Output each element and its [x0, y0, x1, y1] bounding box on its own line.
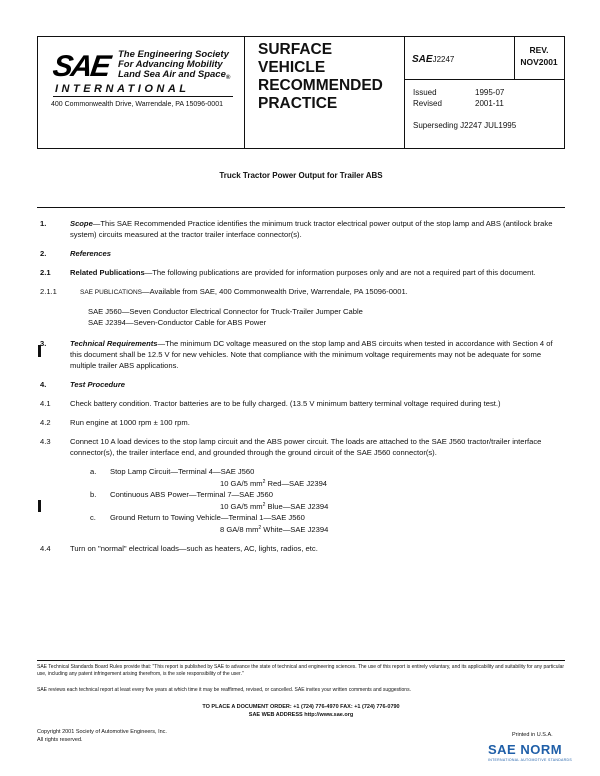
title-rule	[37, 207, 565, 208]
section-2: 2. References	[40, 249, 111, 258]
section-4: 4. Test Procedure	[40, 380, 126, 389]
section-3: 3. Technical Requirements—The minimum DC voltage measured on the stop lamp and ABS circuits when tested in accordance with Section 4 of this document shall be 12.5 V for new vehicles. Note that compliance with the minimum voltage requirements may not be adequate for some multiple trailer ABS applications.	[40, 339, 553, 370]
society-line: For Advancing Mobility	[118, 59, 223, 70]
international-label: INTERNATIONAL	[55, 83, 190, 95]
sae-logo: SAE	[50, 50, 112, 83]
section-4-4: 4.4 Turn on "normal" electrical loads—such as heaters, AC, lights, radios, etc.	[40, 544, 318, 553]
society-line: The Engineering Society	[118, 49, 229, 60]
document-title: Truck Tractor Power Output for Trailer ABS	[219, 171, 383, 180]
section-4-1: 4.1 Check battery condition. Tractor batteries are to be fully charged. (13.5 V minimum battery terminal voltage required during test.)	[40, 399, 501, 408]
reference-item: SAE J2394—Seven-Conductor Cable for ABS Power	[88, 318, 267, 327]
load-circuit-item: a. Stop Lamp Circuit—Terminal 4—SAE J560 10 GA/5 $mm^2$ Red—SAE J2394	[90, 467, 328, 488]
section-4-3: 4.3 Connect 10 A load devices to the stop lamp circuit and the ABS power circuit. The loads are attached to the SAE J560 tractor/trailer interface connector(s), the trailer interface end, and grounded through the ground circuit of the SAE J560 connector(s).	[40, 437, 542, 457]
section-2-1-1: 2.1.1 SAE PUBLICATIONS—Available from SAE, 400 Commonwealth Drive, Warrendale, PA 15096-0001.	[40, 287, 408, 296]
section-2-1: 2.1 Related Publications—The following publications are provided for information purposes only and are not a required part of this document.	[40, 268, 536, 277]
footer-rule	[37, 660, 565, 661]
standard-number: SAEJ2247	[412, 54, 455, 65]
standards-board-note: SAE Technical Standards Board Rules provide that: "This report is published by SAE to advance the state of technical and engineering sciences. The use of this report is entirely voluntary, and its applicability and suitability for any particular use, including any patent infringement arising therefrom, is the sole responsibility of the user."	[37, 664, 565, 677]
superseding-note: Superseding J2247 JUL1995	[413, 121, 517, 130]
issue-dates: Issued 1995-07 Revised 2001-11	[413, 88, 505, 108]
load-circuit-item: b. Continuous ABS Power—Terminal 7—SAE J560 10 GA/5 $mm^2$ Blue—SAE J2394	[90, 490, 329, 511]
load-circuit-list	[90, 466, 560, 535]
section-4-2: 4.2 Run engine at 1000 rpm ± 100 rpm.	[40, 418, 190, 427]
sae-norm-subtitle: INTERNATIONAL AUTOMOTIVE STANDARDS	[488, 758, 572, 762]
society-line: Land Sea Air and Space$_®$	[118, 69, 231, 81]
revision-box: REV. NOV2001	[520, 45, 558, 67]
society-tagline	[118, 50, 230, 83]
section-1: 1. Scope—This SAE Recommended Practice identifies the minimum truck tractor electrical power output of the stop lamp and ABS (antilock brake system) circuits measured at the tractor trailer interface connector(s).	[40, 219, 553, 239]
header-hrule	[404, 79, 564, 80]
review-note: SAE reviews each technical report at least every five years at which time it may be reaffirmed, revised, or cancelled. SAE invites your written comments and suggestions.	[37, 687, 411, 693]
printed-in: Printed in U.S.A.	[512, 732, 553, 738]
order-info: TO PLACE A DOCUMENT ORDER: +1 (724) 776-4970 FAX: +1 (724) 776-0790 SAE WEB ADDRESS http://www.sae.org	[37, 703, 565, 719]
copyright: Copyright 2001 Society of Automotive Engineers, Inc. All rights reserved.	[37, 729, 167, 743]
reference-list	[88, 306, 560, 328]
document-body	[40, 218, 560, 562]
sae-norm-logo: SAE NORM	[488, 742, 563, 757]
reference-item: SAE J560—Seven Conductor Electrical Connector for Truck-Trailer Jumper Cable	[88, 307, 363, 316]
header-divider	[404, 37, 405, 148]
rev-divider	[514, 37, 515, 79]
header-divider	[244, 37, 245, 148]
logo-rule	[53, 96, 233, 97]
sae-address: 400 Commonwealth Drive, Warrendale, PA 15096-0001	[51, 101, 223, 108]
load-circuit-item: c. Ground Return to Towing Vehicle—Terminal 1—SAE J560 8 GA/8 $mm^2$ White—SAE J2394	[90, 513, 329, 534]
document-type: SURFACE VEHICLE RECOMMENDED PRACTICE	[258, 41, 383, 112]
web-address-link[interactable]: SAE WEB ADDRESS http://www.sae.org	[248, 712, 354, 718]
